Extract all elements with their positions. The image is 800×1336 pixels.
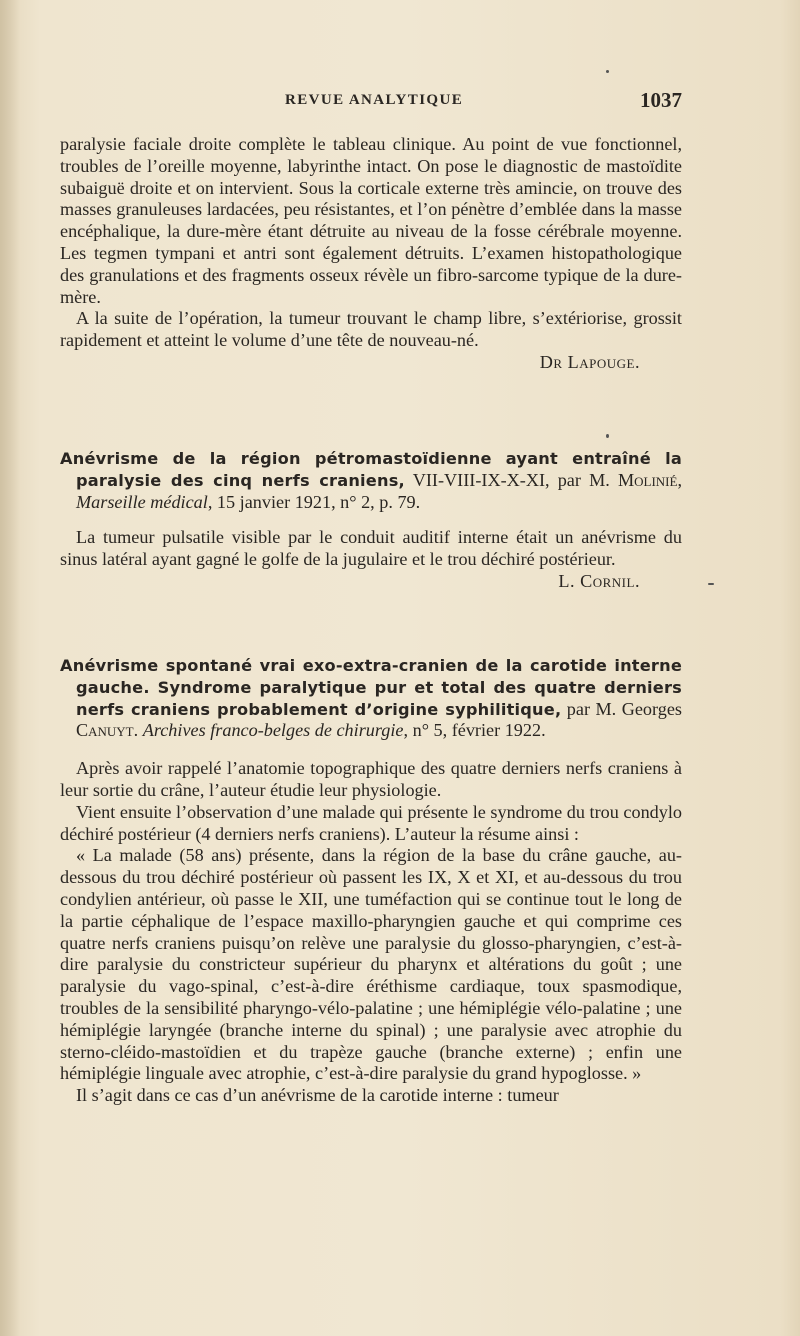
scan-speck <box>606 70 609 73</box>
scan-shadow-edge <box>0 0 20 1336</box>
article-title: Anévrisme spontané vrai exo-extra-cranien de la carotide interne gauche. Syndrome paralytique pur et total des quatre derniers nerfs craniens probablement d’origine syphilitique, <box>60 656 682 719</box>
body-paragraph: Après avoir rappelé l’anatomie topographique des quatre derniers nerfs craniens à leur sortie du crâne, l’auteur étudie leur physiologie. <box>60 758 682 800</box>
article-reference <box>60 655 682 742</box>
article-byline: VII-VIII-IX-X-XI, par M. <box>404 469 618 490</box>
author-separator: , <box>677 469 682 490</box>
article-citation: , 15 janvier 1921, n° 2, p. 79. <box>207 491 421 512</box>
body-paragraph: Vient ensuite l’observation d’une malade qui présente le syndrome du trou condylo déchiré postérieur (4 derniers nerfs craniens). L’auteur la résume ainsi : <box>60 801 682 844</box>
article-citation: , n° 5, février 1922. <box>403 720 546 741</box>
scan-speck <box>708 583 714 585</box>
reviewer-signature: L. Cornil. <box>558 570 640 591</box>
article-reference <box>60 448 682 513</box>
body-paragraph: paralysie faciale droite complète le tableau clinique. Au point de vue fonctionnel, troubles de l’oreille moyenne, labyrinthe intact. On pose le diagnostic de mastoïdite subaiguë droite et on intervient. Sous la corticale externe très amincie, on trouve des masses granuleuses lardacées, peu résistantes, et l’on pénètre d’emblée dans la masse encéphalique, la dure-mère étant détruite au niveau de la fosse cérébrale moyenne. Les tegmen tympani et antri sont également détruits. L’examen histopathologique des granulations et des fragments osseux révèle un fibro-sarcome typique de la dure-mère. <box>60 134 682 307</box>
quoted-paragraph: « La malade (58 ans) présente, dans la région de la base du crâne gauche, au-dessous du trou déchiré postérieur où passent les IX, X et XI, et au-dessous du trou condylien antérieur, où passe le XII, une tuméfaction qui se continue tout le long de la partie céphalique de l’espace maxillo-pharyngien gauche et qui comprime ces quatre nerfs craniens puisqu’on relève une paralysie du glosso-pharyngien, c’est-à-dire paralysie du constricteur supérieur du pharynx et altérations du goût ; une paralysie du vago-spinal, c’est-à-dire éréthisme cardiaque, toux spasmodique, troubles de la sensibilité pharyngo-vélo-palatine ; une hémiplégie vélo-palatine ; une hémiplégie laryngée (branche interne du spinal) ; une paralysie avec atrophie du sterno-cléido-mastoïdien et du trapèze gauche (branche externe) ; enfin une hémiplégie linguale avec atrophie, c’est-à-dire paralysie du grand hypoglosse. » <box>60 845 682 1084</box>
journal-name: Marseille médical <box>76 491 208 512</box>
review-canuyt <box>60 655 682 1107</box>
article-byline: par M. Georges <box>561 698 682 719</box>
body-paragraph: La tumeur pulsatile visible par le conduit auditif interne était un anévrisme du sinus latéral ayant gagné le golfe de la jugulaire et le trou déchiré postérieur. <box>60 527 682 570</box>
author-separator: . <box>133 720 143 741</box>
page-number: 1037 <box>640 88 682 112</box>
running-title: REVUE ANALYTIQUE <box>285 92 464 108</box>
article-title: Anévrisme de la région pétromastoïdienne ayant entraîné la paralysie des cinq nerfs craniens, <box>60 449 682 490</box>
review-lapouge <box>60 134 682 374</box>
page-header <box>60 90 682 116</box>
scan-speck <box>606 434 609 438</box>
body-paragraph: Il s’agit dans ce cas d’un anévrisme de la carotide interne : tumeur <box>76 1085 559 1106</box>
journal-name: Archives franco-belges de chirurgie <box>142 720 404 741</box>
review-molinie <box>60 448 682 593</box>
article-author: Molinié <box>617 469 678 490</box>
body-paragraph: A la suite de l’opération, la tumeur trouvant le champ libre, s’extériorise, grossit rapidement et atteint le volume d’une tête de nouveau-né. <box>60 308 682 351</box>
reviewer-signature: Dr Lapouge. <box>539 351 640 372</box>
article-author: Canuyt <box>76 720 134 741</box>
